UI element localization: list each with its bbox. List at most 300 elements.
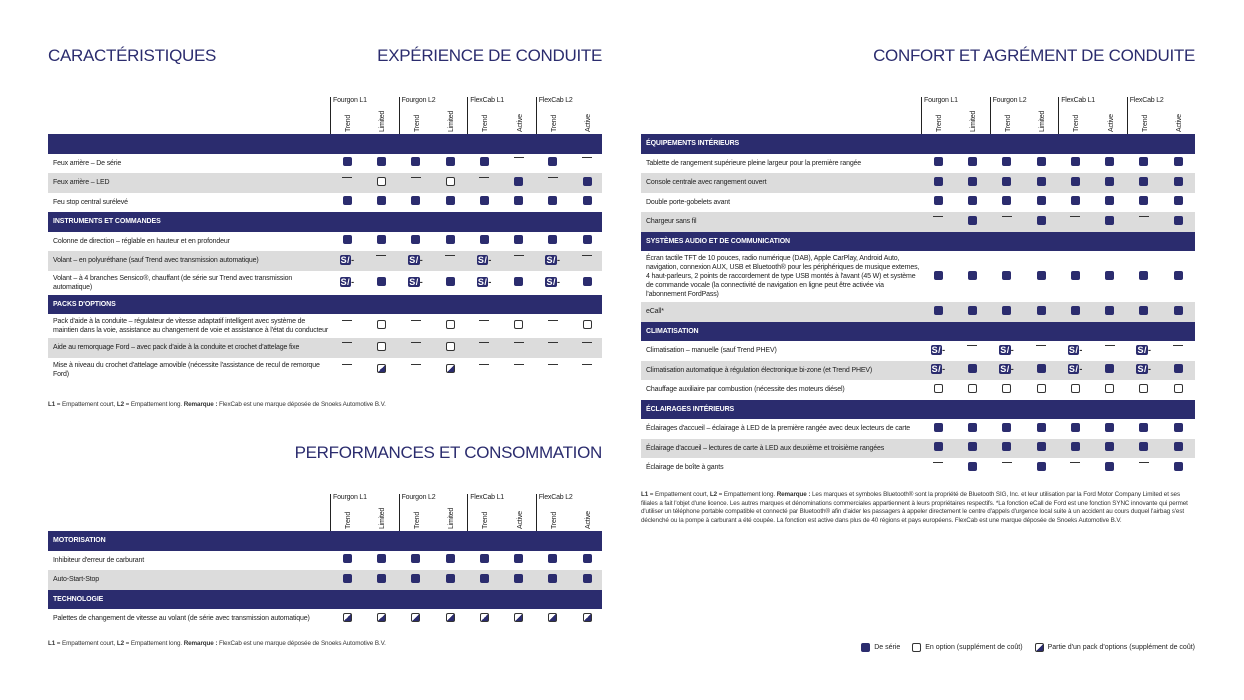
standard-square-icon (934, 177, 943, 186)
standard-square-icon (583, 235, 592, 244)
availability-cell (921, 345, 955, 355)
standard-square-icon (1174, 423, 1183, 432)
availability-cell (433, 342, 467, 351)
standard-square-icon (1037, 177, 1046, 186)
standard-square-icon (1037, 196, 1046, 205)
row-cells (921, 364, 1195, 376)
standard-square-icon (968, 423, 977, 432)
standard-square-icon (411, 554, 420, 563)
availability-cell (1093, 306, 1127, 315)
availability-cell (1093, 271, 1127, 280)
row-cells (921, 216, 1195, 228)
standard-square-icon (411, 196, 420, 205)
availability-cell (1058, 384, 1092, 393)
availability-cell (1127, 423, 1161, 432)
availability-cell (990, 423, 1024, 432)
standard-square-icon (1037, 462, 1046, 471)
availability-cell (1024, 306, 1058, 315)
dash-icon (967, 345, 977, 346)
availability-cell (536, 177, 570, 178)
standard-square-icon (1002, 177, 1011, 186)
dash-icon (1070, 216, 1080, 217)
table-row (48, 271, 602, 295)
section-header: ÉQUIPEMENTS INTÉRIEURS (641, 134, 1195, 154)
option-square-icon (377, 320, 386, 329)
column-sub-label: Trend (345, 511, 353, 529)
standard-square-icon (968, 157, 977, 166)
table-row (48, 232, 602, 252)
dash-icon (342, 177, 352, 178)
column-group (536, 97, 605, 134)
availability-cell (1161, 364, 1195, 373)
standard-square-icon (446, 574, 455, 583)
fn-l1: L1 (641, 491, 649, 498)
availability-cell (990, 462, 1024, 463)
row-label: Chauffage auxiliaire par combustion (nécessite des moteurs diésel) (646, 386, 845, 394)
standard-or-dash-value: S/- (340, 276, 355, 287)
standard-square-icon (514, 235, 523, 244)
table-row (48, 154, 602, 174)
column-sub-label: Limited (448, 110, 456, 132)
column-group-label: Fourgon L1 (924, 97, 958, 104)
availability-cell (1161, 216, 1195, 225)
standard-square-icon (1174, 306, 1183, 315)
dash-icon (548, 177, 558, 178)
availability-cell (990, 364, 1024, 374)
column-sub-label: Trend (1004, 114, 1012, 132)
dash-icon (582, 342, 592, 343)
column-sub-label: Limited (970, 110, 978, 132)
standard-or-dash-value: S/- (1000, 344, 1015, 355)
column-sub-label: Limited (379, 507, 387, 529)
row-cells (330, 196, 602, 208)
availability-cell (570, 364, 604, 365)
standard-or-dash-value: S/- (477, 276, 492, 287)
column-group (330, 494, 399, 531)
standard-or-dash-value: S/- (546, 254, 561, 265)
section-header (48, 134, 602, 154)
standard-square-icon (1037, 271, 1046, 280)
table-row (641, 173, 1195, 193)
standard-square-icon (1071, 177, 1080, 186)
availability-cell (399, 320, 433, 321)
legend-label: Partie d'un pack d'options (supplément de coût) (1047, 644, 1195, 651)
standard-square-icon (480, 235, 489, 244)
column-sub-label: Trend (345, 114, 353, 132)
row-cells (921, 306, 1195, 318)
availability-cell (1024, 216, 1058, 225)
standard-square-icon (968, 196, 977, 205)
availability-cell (1161, 157, 1195, 166)
availability-cell (1127, 177, 1161, 186)
availability-cell (921, 157, 955, 166)
row-label: Console centrale avec rangement ouvert (646, 179, 767, 187)
standard-square-icon (548, 554, 557, 563)
availability-cell (364, 364, 398, 373)
availability-cell (364, 235, 398, 244)
row-cells (921, 345, 1195, 357)
row-cells (330, 342, 602, 354)
availability-cell (364, 255, 398, 256)
standard-square-icon (343, 235, 352, 244)
column-sub-label: Trend (413, 511, 421, 529)
standard-square-icon (1139, 271, 1148, 280)
standard-square-icon (446, 277, 455, 286)
section-header: SYSTÈMES AUDIO ET DE COMMUNICATION (641, 232, 1195, 252)
availability-cell (1093, 462, 1127, 471)
column-group (536, 494, 605, 531)
availability-cell (990, 384, 1024, 393)
row-label: Inhibiteur d'erreur de carburant (53, 556, 145, 564)
column-sub-label: Trend (482, 114, 490, 132)
availability-cell (921, 196, 955, 205)
driving-table (48, 97, 602, 382)
availability-cell (1058, 306, 1092, 315)
standard-square-icon (514, 177, 523, 186)
fn-l2: L2 (709, 491, 717, 498)
availability-cell (990, 345, 1024, 355)
dash-icon (1173, 345, 1183, 346)
standard-or-dash-value: S/- (1137, 344, 1152, 355)
availability-cell (536, 320, 570, 321)
dash-icon (1002, 462, 1012, 463)
option-square-icon (446, 320, 455, 329)
column-group-label: FlexCab L1 (1061, 97, 1095, 104)
standard-square-icon (1037, 157, 1046, 166)
fn-l1: L1 (48, 640, 56, 647)
availability-cell (1093, 345, 1127, 346)
dash-icon (411, 177, 421, 178)
availability-cell (467, 177, 501, 178)
dash-icon (1139, 216, 1149, 217)
row-cells (921, 442, 1195, 454)
legend-standard (861, 643, 900, 652)
row-cells (921, 196, 1195, 208)
availability-cell (502, 574, 536, 583)
availability-cell (570, 320, 604, 329)
row-label: Volant – à 4 branches Sensico®, chauffant (de série sur Trend avec transmission automatique) (53, 274, 293, 291)
availability-cell (433, 364, 467, 373)
table-row (48, 251, 602, 271)
availability-cell (955, 157, 989, 166)
availability-cell (364, 320, 398, 329)
availability-cell (1127, 216, 1161, 217)
option-square-icon (514, 320, 523, 329)
standard-square-icon (1037, 442, 1046, 451)
column-sub-label: Trend (936, 114, 944, 132)
column-group-label: Fourgon L1 (333, 494, 367, 501)
availability-cell (467, 574, 501, 583)
column-group (1058, 97, 1127, 134)
row-label: Écran tactile TFT de 10 pouces, radio numérique (DAB), Apple CarPlay, Android Auto, navigation, connexion AUX, USB et Bluetooth® pour les périphériques de musique externes, 4 haut-parleurs, 2 points de raccordement de type USB montés à l'avant (45 W) et système de commande vocale (la connectivité de navigation en ligne peut être activée via l'abonnement FordPass) (646, 255, 920, 298)
availability-cell (1024, 462, 1058, 471)
availability-cell (433, 177, 467, 186)
availability-cell (990, 216, 1024, 217)
availability-cell (570, 255, 604, 256)
availability-cell (433, 320, 467, 329)
availability-cell (955, 271, 989, 280)
availability-cell (1058, 462, 1092, 463)
standard-or-dash-value: S/- (546, 276, 561, 287)
standard-square-icon (377, 277, 386, 286)
standard-or-dash-value: S/- (409, 276, 424, 287)
table-row (641, 212, 1195, 232)
availability-cell (502, 157, 536, 158)
availability-cell (502, 554, 536, 563)
availability-cell (536, 574, 570, 583)
standard-square-icon (1105, 157, 1114, 166)
availability-cell (1024, 384, 1058, 393)
section-header: ÉCLAIRAGES INTÉRIEURS (641, 400, 1195, 420)
availability-cell (1161, 271, 1195, 280)
availability-cell (536, 255, 570, 265)
column-sub-label: Trend (413, 114, 421, 132)
pack-square-icon (377, 613, 386, 622)
standard-square-icon (968, 216, 977, 225)
row-cells (921, 157, 1195, 169)
availability-cell (467, 342, 501, 343)
option-square-icon (968, 384, 977, 393)
pack-square-icon (446, 613, 455, 622)
row-cells (921, 271, 1195, 283)
availability-cell (1127, 384, 1161, 393)
column-group-label: FlexCab L2 (1129, 97, 1164, 104)
table-row (641, 251, 1195, 302)
availability-cell (1093, 157, 1127, 166)
availability-cell (433, 196, 467, 205)
availability-cell (1127, 196, 1161, 205)
fn-text: Les marques et symboles Bluetooth® sont la propriété de Bluetooth SIG, Inc. et leur utilisation par la Ford Motor Company Limited et ses filiales a fait l'objet d'une licence. Les autres marques et dénominations commerciales appartiennent à leurs propriétaires respectifs. *La fonction eCall de Ford est une fonction SYNC innovante qui permet d'utiliser un téléphone portable compatible et connecté par Bluetooth® afin d'aider les passagers à appeler directement le centre d'appels d'urgence local suite à un accident au cours duquel l'airbag s'est déclenché ou la pompe à carburant a été coupée. La fonction est active dans plus de 40 régions et pays européens. FlexCab est une marque déposée de Snoeks Automotive B.V. (641, 491, 1188, 525)
row-cells (330, 554, 602, 566)
availability-cell (955, 216, 989, 225)
availability-cell (467, 364, 501, 365)
standard-square-icon (377, 554, 386, 563)
table-row (641, 419, 1195, 439)
availability-cell (1024, 196, 1058, 205)
standard-square-icon (548, 196, 557, 205)
availability-cell (570, 613, 604, 622)
dash-icon (514, 364, 524, 365)
dash-icon (411, 364, 421, 365)
section-title-performance: PERFORMANCES ET CONSOMMATION (294, 443, 602, 462)
row-cells (330, 157, 602, 169)
standard-or-dash-value: S/- (1000, 364, 1015, 375)
dash-icon (582, 255, 592, 256)
pack-square-icon (583, 613, 592, 622)
column-group (921, 97, 990, 134)
legend (861, 643, 1195, 652)
availability-cell (990, 196, 1024, 205)
standard-square-icon (1105, 306, 1114, 315)
row-cells (330, 364, 602, 376)
fn-text: = Empattement court, (55, 401, 117, 408)
availability-cell (1161, 345, 1195, 346)
standard-square-icon (968, 364, 977, 373)
availability-cell (330, 255, 364, 265)
availability-cell (536, 235, 570, 244)
availability-cell (990, 306, 1024, 315)
table-row (48, 358, 602, 382)
dash-icon (479, 177, 489, 178)
dash-icon (342, 342, 352, 343)
section-title-characteristics: CARACTÉRISTIQUES (48, 46, 217, 65)
dash-icon (548, 320, 558, 321)
row-label: Éclairages d'accueil – éclairage à LED de la première rangée avec deux lecteurs de carte (646, 425, 911, 433)
fn-text: = Empattement court, (55, 640, 117, 647)
availability-cell (502, 364, 536, 365)
column-group-label: Fourgon L1 (333, 97, 367, 104)
availability-cell (467, 255, 501, 265)
standard-or-dash-value: S/- (1068, 364, 1083, 375)
standard-square-icon (377, 196, 386, 205)
standard-square-icon (1105, 423, 1114, 432)
standard-square-icon (514, 574, 523, 583)
dash-icon (479, 364, 489, 365)
availability-cell (1058, 157, 1092, 166)
performance-table (48, 494, 602, 629)
standard-square-icon (446, 554, 455, 563)
dash-icon (479, 342, 489, 343)
availability-cell (955, 423, 989, 432)
row-cells (921, 384, 1195, 396)
option-square-icon (934, 384, 943, 393)
availability-cell (1161, 442, 1195, 451)
standard-square-icon (1174, 364, 1183, 373)
availability-cell (364, 613, 398, 622)
fn-remark: Remarque : (183, 401, 218, 408)
availability-cell (1024, 345, 1058, 346)
standard-square-icon (1174, 462, 1183, 471)
standard-square-icon (861, 643, 870, 652)
availability-cell (1127, 442, 1161, 451)
option-square-icon (1071, 384, 1080, 393)
table-row (641, 302, 1195, 322)
comfort-table (641, 97, 1195, 478)
availability-cell (433, 157, 467, 166)
legend-label: En option (supplément de coût) (925, 644, 1023, 651)
option-square-icon (1002, 384, 1011, 393)
availability-cell (1161, 462, 1195, 471)
availability-cell (399, 364, 433, 365)
availability-cell (467, 277, 501, 287)
pack-square-icon (411, 613, 420, 622)
row-label: Climatisation automatique à régulation électronique bi-zone (et Trend PHEV) (646, 366, 873, 374)
row-label: Chargeur sans fil (646, 218, 697, 226)
availability-cell (1058, 216, 1092, 217)
availability-cell (399, 554, 433, 563)
row-label: Feux arrière – De série (53, 159, 122, 167)
standard-square-icon (934, 271, 943, 280)
availability-cell (955, 306, 989, 315)
standard-square-icon (1105, 442, 1114, 451)
table-row (641, 154, 1195, 174)
availability-cell (1058, 345, 1092, 355)
availability-cell (1058, 442, 1092, 451)
availability-cell (570, 342, 604, 343)
availability-cell (502, 255, 536, 256)
footnote-comfort (641, 491, 1196, 526)
standard-square-icon (377, 157, 386, 166)
standard-square-icon (934, 306, 943, 315)
standard-square-icon (1002, 196, 1011, 205)
availability-cell (570, 554, 604, 563)
availability-cell (364, 574, 398, 583)
dash-icon (514, 255, 524, 256)
availability-cell (1161, 423, 1195, 432)
availability-cell (1024, 442, 1058, 451)
availability-cell (570, 277, 604, 286)
standard-square-icon (1174, 216, 1183, 225)
standard-square-icon (343, 196, 352, 205)
dash-icon (1036, 345, 1046, 346)
standard-or-dash-value: S/- (1068, 344, 1083, 355)
standard-square-icon (1139, 423, 1148, 432)
availability-cell (990, 271, 1024, 280)
standard-square-icon (411, 574, 420, 583)
column-group (399, 494, 468, 531)
table-row (48, 173, 602, 193)
availability-cell (330, 554, 364, 563)
standard-square-icon (1071, 442, 1080, 451)
availability-cell (1093, 177, 1127, 186)
column-group-label: FlexCab L1 (470, 97, 504, 104)
standard-square-icon (343, 157, 352, 166)
row-label: Colonne de direction – réglable en hauteur et en profondeur (53, 237, 230, 245)
availability-cell (536, 554, 570, 563)
column-sub-label: Trend (550, 114, 558, 132)
column-sub-label: Trend (1141, 114, 1149, 132)
availability-cell (921, 306, 955, 315)
row-label: Climatisation – manuelle (sauf Trend PHEV) (646, 347, 777, 355)
row-label: Éclairage de boîte à gants (646, 464, 724, 472)
availability-cell (502, 235, 536, 244)
availability-cell (399, 613, 433, 622)
standard-square-icon (411, 157, 420, 166)
availability-cell (502, 613, 536, 622)
dash-icon (933, 462, 943, 463)
availability-cell (1127, 271, 1161, 280)
availability-cell (955, 384, 989, 393)
dash-icon (548, 364, 558, 365)
column-sub-label: Trend (482, 511, 490, 529)
dash-icon (514, 157, 524, 158)
availability-cell (570, 196, 604, 205)
column-header (48, 494, 602, 531)
availability-cell (1058, 364, 1092, 374)
availability-cell (536, 613, 570, 622)
availability-cell (1093, 364, 1127, 373)
footnote-driving (48, 401, 608, 410)
standard-square-icon (1139, 177, 1148, 186)
availability-cell (921, 177, 955, 186)
standard-square-icon (1174, 196, 1183, 205)
option-square-icon (377, 177, 386, 186)
standard-or-dash-value: S/- (477, 254, 492, 265)
availability-cell (364, 342, 398, 351)
availability-cell (364, 177, 398, 186)
column-sub-label: Limited (1039, 110, 1047, 132)
column-group (330, 97, 399, 134)
row-label: Feu stop central surélevé (53, 198, 128, 206)
availability-cell (330, 320, 364, 321)
standard-square-icon (934, 423, 943, 432)
availability-cell (536, 364, 570, 365)
standard-square-icon (343, 574, 352, 583)
availability-cell (399, 196, 433, 205)
legend-label: De série (874, 644, 901, 651)
row-label: Volant – en polyuréthane (sauf Trend avec transmission automatique) (53, 257, 259, 265)
availability-cell (1024, 364, 1058, 373)
